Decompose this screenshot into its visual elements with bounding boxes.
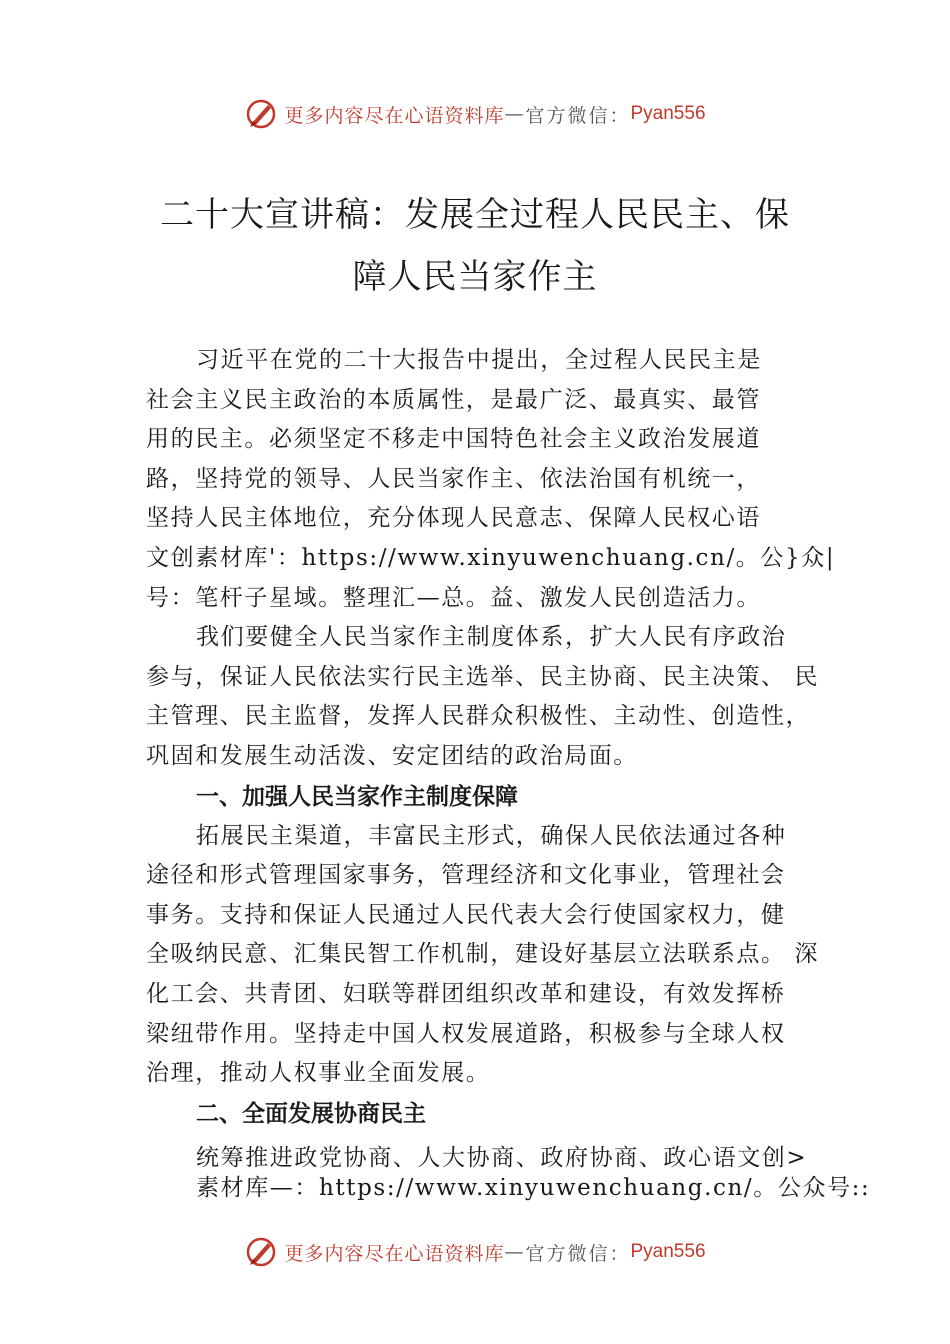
paragraph-line: 梁纽带作用。坚持走中国人权发展道路，积极参与全球人权 <box>146 1020 786 1047</box>
pen-logo-icon <box>244 1235 278 1269</box>
paragraph-line: 坚持人民主体地位，充分体现人民意志、保障人民权心语 <box>146 505 761 532</box>
paragraph-line: 全吸纳民意、汇集民智工作机制，建设好基层立法联系点。 深 <box>146 941 820 968</box>
header-banner <box>0 94 950 134</box>
banner-wechat-id: Pyan556 <box>630 1241 706 1262</box>
paragraph-line: 号：笔杆子星域。整理汇—总。益、激发人民创造活力。 <box>146 584 761 611</box>
paragraph-line: 素材库—：https://www.xinyuwenchuang.cn/。公众号:: <box>196 1175 871 1201</box>
paragraph-line: 社会主义民主政治的本质属性，是最广泛、最真实、最管 <box>146 386 761 413</box>
banner-dash: — <box>504 1241 526 1263</box>
paragraph-line: 途径和形式管理国家事务，管理经济和文化事业，管理社会 <box>146 862 786 889</box>
footer-banner <box>0 1232 950 1272</box>
banner-site-name: 更多内容尽在心语资料库 <box>284 104 505 127</box>
banner-site-name: 更多内容尽在心语资料库 <box>284 1242 505 1265</box>
pen-logo-icon <box>244 97 278 131</box>
paragraph-line: 习近平在党的二十大报告中提出，全过程人民民主是 <box>196 347 762 373</box>
paragraph-line: 参与，保证人民依法实行民主选举、民主协商、民主决策、 民 <box>146 663 820 690</box>
paragraph-line: 路，坚持党的领导、人民当家作主、依法治国有机统一， <box>146 465 761 492</box>
paragraph-line: 巩固和发展生动活泼、安定团结的政治局面。 <box>146 742 638 769</box>
paragraph-line: 化工会、共青团、妇联等群团组织改革和建设，有效发挥桥 <box>146 980 786 1007</box>
paragraph-line: 文创素材库'：https://www.xinyuwenchuang.cn/。公}众| <box>146 544 836 571</box>
paragraph-line: 主管理、民主监督，发挥人民群众积极性、主动性、创造性， <box>146 703 811 730</box>
document-body <box>146 341 836 1134</box>
document-tail <box>196 1143 871 1203</box>
banner-wechat-id: Pyan556 <box>630 103 706 124</box>
title-line: 二十大宣讲稿：发展全过程人民民主、保 <box>160 195 790 235</box>
paragraph-line: 事务。支持和保证人民通过人民代表大会行使国家权力，健 <box>146 901 786 928</box>
paragraph-line: 我们要健全人民当家作主制度体系，扩大人民有序政治 <box>196 624 787 651</box>
banner-wechat-label: 官方微信： <box>525 104 631 127</box>
paragraph-line: 用的民主。必须坚定不移走中国特色社会主义政治发展道 <box>146 426 761 453</box>
document-title <box>0 184 950 308</box>
banner-dash: — <box>504 103 526 125</box>
paragraph-line: 统筹推进政党协商、人大协商、政府协商、政心语文创> <box>196 1145 808 1171</box>
section-heading-1: 一、加强人民当家作主制度保障 <box>196 783 518 810</box>
paragraph-line: 拓展民主渠道，丰富民主形式，确保人民依法通过各种 <box>196 822 787 849</box>
paragraph-line: 治理，推动人权事业全面发展。 <box>146 1060 491 1087</box>
title-line: 障人民当家作主 <box>352 257 598 297</box>
section-heading-2: 二、全面发展协商民主 <box>196 1100 426 1127</box>
banner-wechat-label: 官方微信： <box>525 1242 631 1265</box>
